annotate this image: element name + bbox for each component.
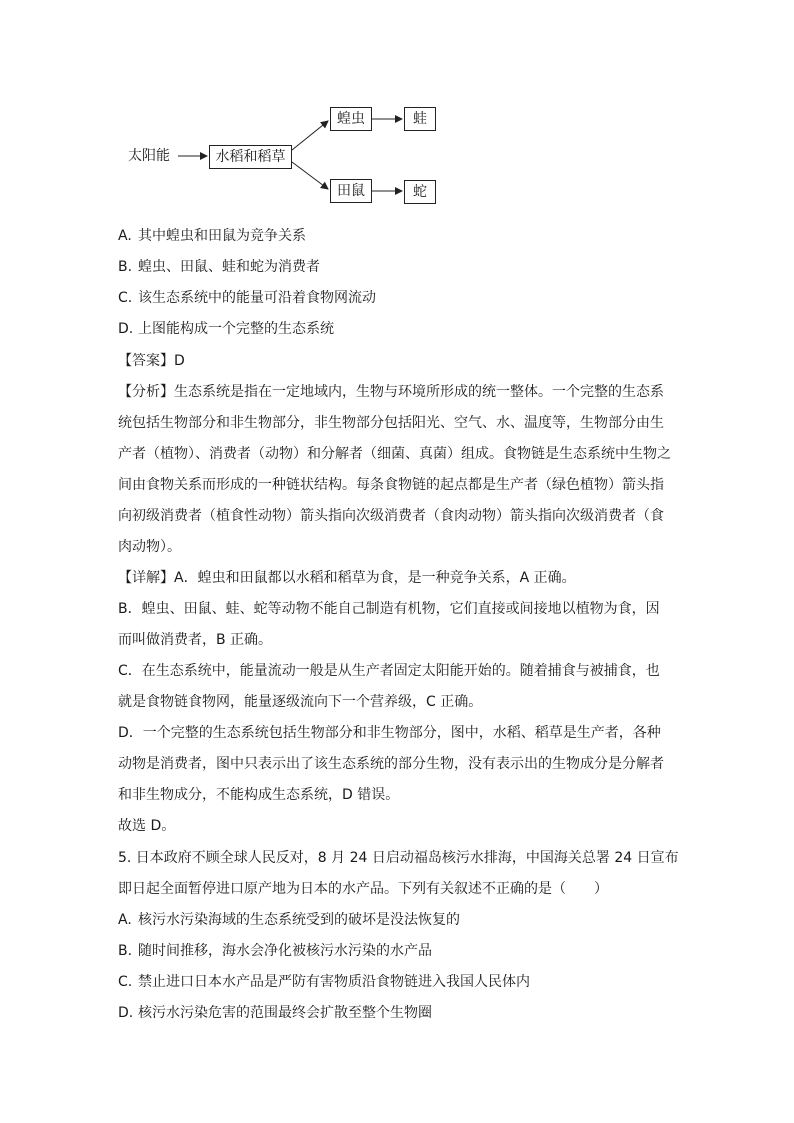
detail-line: 动物是消费者，图中只表示出了该生态系统的部分生物，没有表示出的生物成分是分解者 bbox=[118, 756, 664, 772]
q5-option-b: B. 随时间推移，海水会净化被核污水污染的水产品 bbox=[118, 943, 432, 959]
detail-line: 而叫做消费者，B 正确。 bbox=[118, 632, 273, 648]
arrow-producer-to-locust bbox=[292, 121, 328, 150]
q4-option-c: C. 该生态系统中的能量可沿着食物网流动 bbox=[118, 290, 376, 306]
analysis-line: 【分析】生态系统是指在一定地域内，生物与环境所形成的统一整体。一个完整的生态系 bbox=[118, 384, 664, 400]
detail-line: D．一个完整的生态系统包括生物部分和非生物部分，图中，水稻、稻草是生产者，各种 bbox=[118, 725, 661, 741]
frog-box: 蛙 bbox=[404, 107, 436, 131]
food-web-arrows bbox=[0, 0, 794, 215]
detail-line: 和非生物成分，不能构成生态系统，D 错误。 bbox=[118, 787, 400, 803]
q5-option-d: D. 核污水污染危害的范围最终会扩散至整个生物圈 bbox=[118, 1005, 432, 1021]
q5-option-a: A. 核污水污染海域的生态系统受到的破坏是没法恢复的 bbox=[118, 912, 460, 928]
locust-box: 蝗虫 bbox=[330, 107, 372, 131]
q5-stem-line: 即日起全面暂停进口原产地为日本的水产品。下列有关叙述不正确的是（ ） bbox=[118, 881, 608, 897]
q4-option-d: D. 上图能构成一个完整的生态系统 bbox=[118, 321, 334, 337]
analysis-line: 向初级消费者（植食性动物）箭头指向次级消费者（食肉动物）箭头指向次级消费者（食 bbox=[118, 508, 664, 524]
q4-answer: 【答案】D bbox=[118, 353, 185, 369]
detail-line: 【详解】A．蝗虫和田鼠都以水稻和稻草为食，是一种竞争关系，A 正确。 bbox=[118, 570, 576, 586]
analysis-line: 肉动物）。 bbox=[118, 539, 181, 555]
analysis-line: 间由食物关系而形成的一种链状结构。每条食物链的起点都是生产者（绿色植物）箭头指 bbox=[118, 477, 664, 493]
producer-box: 水稻和稻草 bbox=[209, 145, 292, 169]
detail-line: 就是食物链食物网，能量逐级流向下一个营养级，C 正确。 bbox=[118, 694, 483, 710]
detail-line: C．在生态系统中，能量流动一般是从生产者固定太阳能开始的。随着捕食与被捕食，也 bbox=[118, 663, 660, 679]
q4-option-b: B. 蝗虫、田鼠、蛙和蛇为消费者 bbox=[118, 259, 320, 275]
q5-stem-line: 5. 日本政府不顾全球人民反对，8 月 24 日启动福岛核污水排海，中国海关总署 24 日宣布 bbox=[118, 850, 679, 866]
analysis-line: 产者（植物）、消费者（动物）和分解者（细菌、真菌）组成。食物链是生态系统中生物之 bbox=[118, 446, 671, 462]
arrow-producer-to-vole bbox=[292, 162, 328, 189]
detail-line: B．蝗虫、田鼠、蛙、蛇等动物不能自己制造有机物，它们直接或间接地以植物为食，因 bbox=[118, 601, 660, 617]
q4-option-a: A. 其中蝗虫和田鼠为竞争关系 bbox=[118, 228, 306, 244]
detail-line: 故选 D。 bbox=[118, 818, 176, 834]
food-web-diagram bbox=[0, 0, 794, 215]
vole-box: 田鼠 bbox=[330, 179, 372, 203]
q5-option-c: C. 禁止进口日本水产品是严防有害物质沿食物链进入我国人民体内 bbox=[118, 974, 530, 990]
snake-box: 蛇 bbox=[404, 180, 436, 204]
analysis-line: 统包括生物部分和非生物部分，非生物部分包括阳光、空气、水、温度等，生物部分由生 bbox=[118, 415, 664, 431]
sun-energy-label: 太阳能 bbox=[128, 148, 170, 164]
